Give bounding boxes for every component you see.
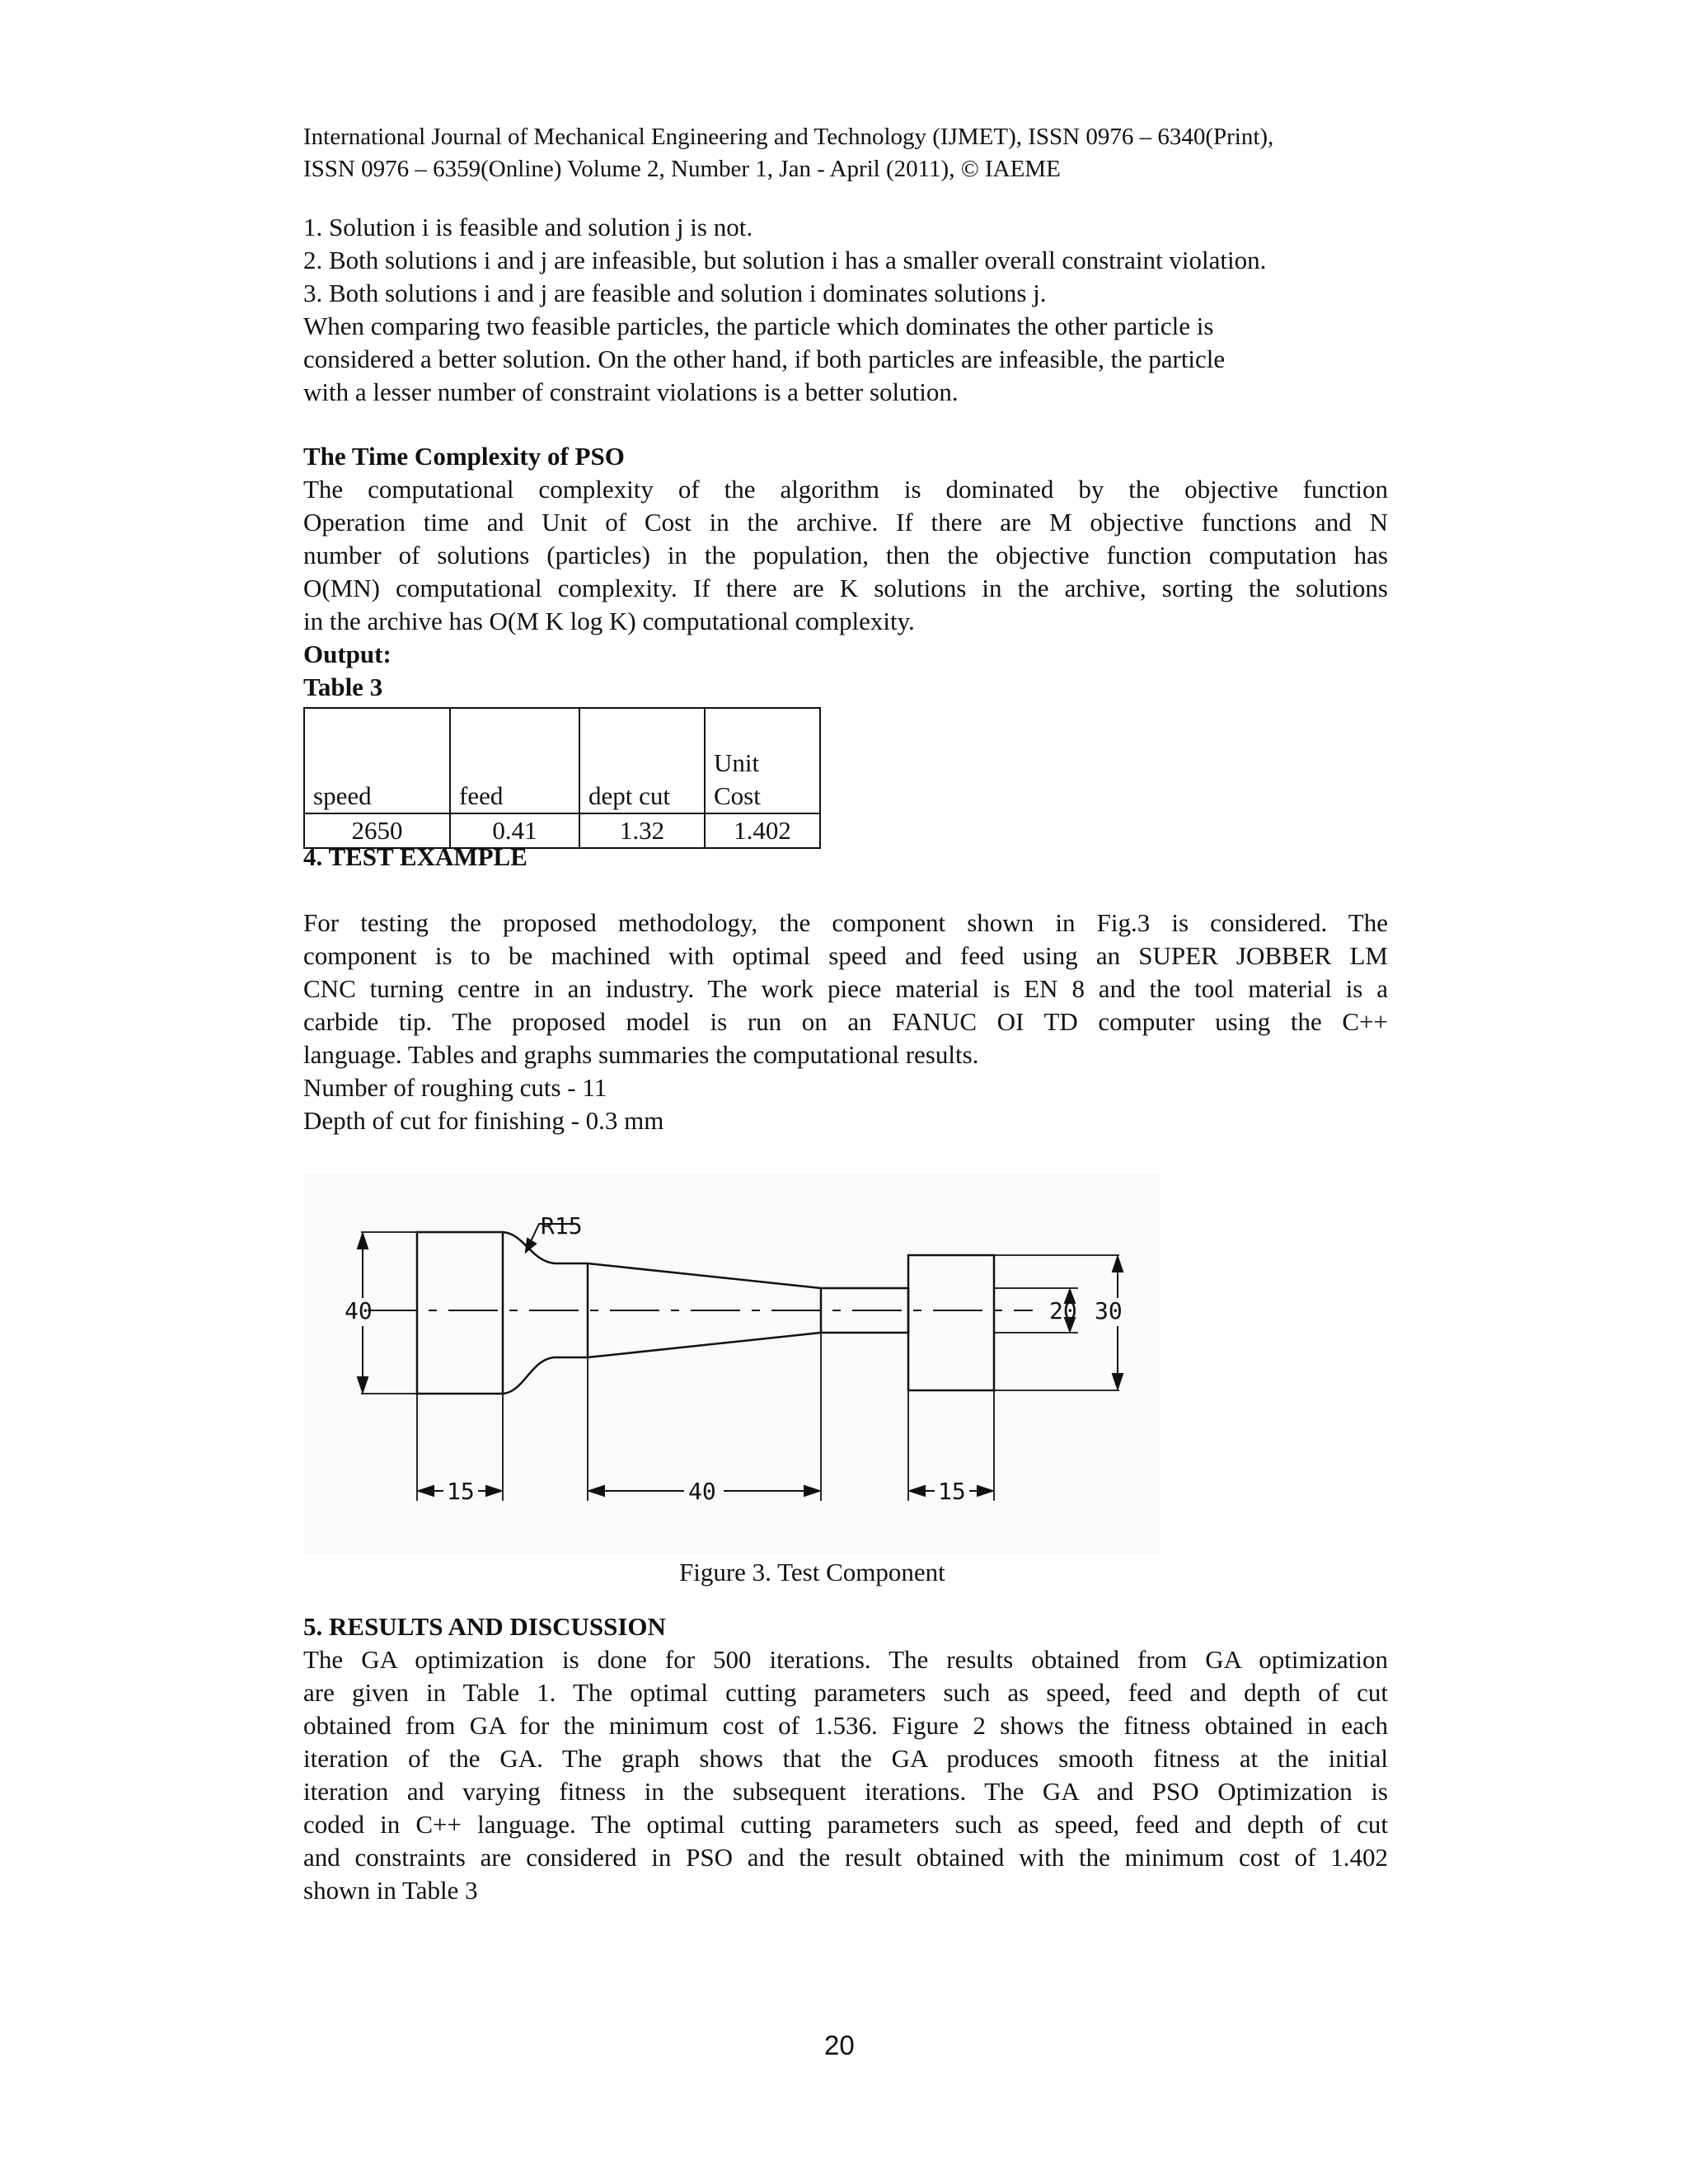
table-header-cell: speed — [304, 708, 450, 813]
paragraph-line: When comparing two feasible particles, the particle which dominates the other particle is — [303, 312, 1214, 340]
paragraph-line: iteration and varying fitness in the subsequent iterations. The GA and PSO Optimization is — [303, 1777, 1388, 1806]
output-label: Output: — [303, 640, 392, 668]
dimension-label-40: 40 — [345, 1297, 373, 1324]
paragraph-line: component is to be machined with optimal speed and feed using an SUPER JOBBER LM — [303, 941, 1388, 970]
paragraph-line: and constraints are considered in PSO and the result obtained with the minimum cost of 1.402 — [303, 1843, 1388, 1872]
paragraph-line: iteration of the GA. The graph shows that the GA produces smooth fitness at the initial — [303, 1744, 1388, 1773]
paragraph-line: The computational complexity of the algorithm is dominated by the objective function — [303, 475, 1388, 504]
paragraph-line: Number of roughing cuts - 11 — [303, 1073, 607, 1102]
paragraph-line: carbide tip. The proposed model is run on an FANUC OI TD computer using the C++ — [303, 1007, 1388, 1036]
section-heading: The Time Complexity of PSO — [303, 442, 625, 471]
paragraph-line: in the archive has O(M K log K) computational complexity. — [303, 607, 915, 635]
table-header-text: Cost — [714, 781, 761, 810]
table-header-cell: feed — [450, 708, 579, 813]
test-component-figure — [303, 1174, 1160, 1554]
complexity-section — [303, 440, 1388, 704]
paragraph-line: obtained from GA for the minimum cost of 1.536. Figure 2 shows the fitness obtained in each — [303, 1711, 1388, 1740]
dimension-label-30: 30 — [1095, 1297, 1123, 1324]
results-table — [303, 707, 821, 849]
list-item: 3. Both solutions i and j are feasible and solution i dominates solutions j. — [303, 279, 1047, 307]
table-label: Table 3 — [303, 673, 383, 701]
paragraph-line: are given in Table 1. The optimal cutting parameters such as speed, feed and depth of cut — [303, 1678, 1388, 1707]
paragraph-line: The GA optimization is done for 500 iterations. The results obtained from GA optimization — [303, 1645, 1388, 1674]
paragraph-line: considered a better solution. On the other hand, if both particles are infeasible, the particle — [303, 344, 1226, 373]
list-item: 2. Both solutions i and j are infeasible, but solution i has a smaller overall constraint violation. — [303, 246, 1267, 274]
dimension-label-40b: 40 — [688, 1478, 716, 1505]
dimension-label-20: 20 — [1049, 1297, 1077, 1324]
paragraph-line: O(MN) computational complexity. If there are K solutions in the archive, sorting the solutions — [303, 574, 1388, 602]
radius-label-r15: R15 — [541, 1212, 583, 1240]
table-header-cell — [705, 708, 820, 813]
section-heading: 5. RESULTS AND DISCUSSION — [303, 1612, 666, 1641]
conditions-list — [303, 211, 1388, 409]
paragraph-line: with a lesser number of constraint violations is a better solution. — [303, 377, 959, 406]
paragraph-line: CNC turning centre in an industry. The work piece material is EN 8 and the tool material is a — [303, 974, 1388, 1003]
paragraph-line: shown in Table 3 — [303, 1876, 478, 1905]
table-header-row — [304, 708, 820, 813]
header-line: International Journal of Mechanical Engineering and Technology (IJMET), ISSN 0976 – 6340(Print), — [303, 124, 1274, 150]
paragraph-line: Operation time and Unit of Cost in the archive. If there are M objective functions and N — [303, 508, 1388, 537]
table-cell: 1.32 — [579, 813, 705, 848]
dimension-label-15b: 15 — [938, 1478, 966, 1505]
section-heading: 4. TEST EXAMPLE — [303, 842, 528, 871]
test-example-section — [303, 841, 1388, 1137]
list-item: 1. Solution i is feasible and solution j is not. — [303, 213, 753, 241]
paragraph-line: number of solutions (particles) in the population, then the objective function computation has — [303, 541, 1388, 569]
table-cell: 2650 — [304, 813, 450, 848]
table-cell: 1.402 — [705, 813, 820, 848]
page-number: 20 — [824, 2030, 855, 2060]
results-section — [303, 1610, 1388, 1907]
dimension-label-15a: 15 — [447, 1478, 475, 1505]
paragraph-line: coded in C++ language. The optimal cutting parameters such as speed, feed and depth of cut — [303, 1810, 1388, 1839]
table-header-text: Unit — [714, 748, 760, 777]
paragraph-line: Depth of cut for finishing - 0.3 mm — [303, 1106, 664, 1135]
running-header — [303, 121, 1388, 185]
figure-caption: Figure 3. Test Component — [679, 1558, 945, 1586]
paragraph-line: For testing the proposed methodology, the component shown in Fig.3 is considered. The — [303, 908, 1388, 937]
header-line: ISSN 0976 – 6359(Online) Volume 2, Number 1, Jan - April (2011), © IAEME — [303, 156, 1061, 182]
component-drawing — [303, 1174, 1160, 1554]
paragraph-line: language. Tables and graphs summaries the computational results. — [303, 1040, 979, 1069]
table-header-cell: dept cut — [579, 708, 705, 813]
table-cell: 0.41 — [450, 813, 579, 848]
